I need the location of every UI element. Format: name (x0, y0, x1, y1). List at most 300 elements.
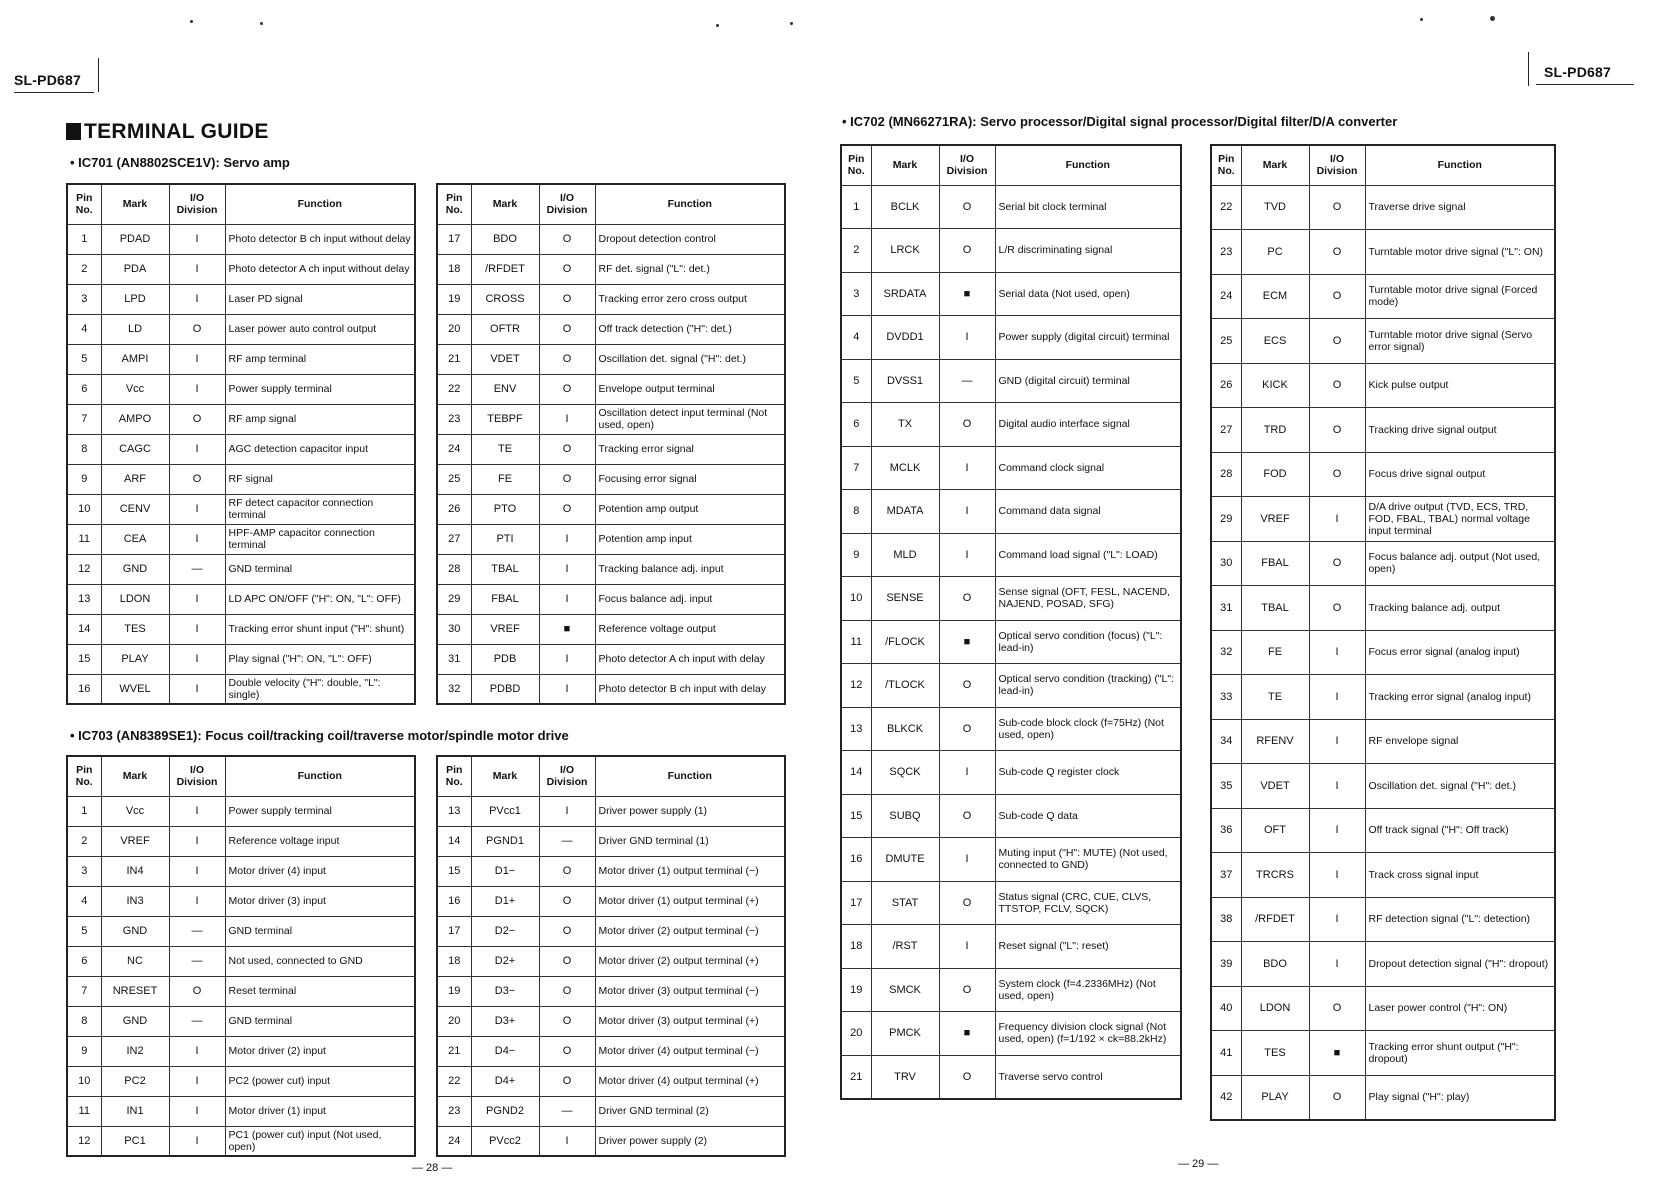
pin-number: 18 (437, 946, 471, 976)
pin-mark: ECM (1241, 274, 1309, 319)
pin-row (437, 1066, 785, 1096)
pin-mark: PLAY (101, 644, 169, 674)
pin-row (1211, 942, 1555, 987)
pin-row (841, 1055, 1181, 1099)
pin-mark: FOD (1241, 452, 1309, 497)
pin-io: I (169, 254, 225, 284)
pin-row (67, 856, 415, 886)
pin-function: GND (digital circuit) terminal (995, 359, 1181, 403)
header-pin: Pin No. (841, 145, 871, 185)
pin-function: AGC detection capacitor input (225, 434, 415, 464)
pin-row (1211, 808, 1555, 853)
pin-function: Motor driver (1) output terminal (+) (595, 886, 785, 916)
pin-row (437, 796, 785, 826)
pin-row (437, 946, 785, 976)
pin-io: O (939, 185, 995, 229)
pin-mark: KICK (1241, 363, 1309, 408)
pin-function: Laser PD signal (225, 284, 415, 314)
header-mark: Mark (871, 145, 939, 185)
pin-row (1211, 630, 1555, 675)
scan-speck (1420, 18, 1423, 21)
pin-io: ■ (539, 614, 595, 644)
header-function: Function (225, 184, 415, 224)
pin-row (841, 359, 1181, 403)
pin-io: O (1309, 452, 1365, 497)
pin-number: 25 (437, 464, 471, 494)
pin-row (67, 1006, 415, 1036)
header-pin: Pin No. (437, 184, 471, 224)
pin-row (67, 464, 415, 494)
pin-io: O (539, 946, 595, 976)
pin-row (841, 1012, 1181, 1056)
header-function: Function (595, 184, 785, 224)
pin-mark: RFENV (1241, 719, 1309, 764)
pin-io: I (939, 446, 995, 490)
pin-row (67, 254, 415, 284)
pin-number: 24 (1211, 274, 1241, 319)
pin-io: I (169, 644, 225, 674)
header-mark: Mark (471, 184, 539, 224)
pin-io: I (169, 826, 225, 856)
pin-io: I (169, 614, 225, 644)
page-number-right: — 29 — (1178, 1158, 1219, 1170)
pin-row (437, 644, 785, 674)
pin-function: Sub-code block clock (f=75Hz) (Not used, open) (995, 707, 1181, 751)
pin-function: Not used, connected to GND (225, 946, 415, 976)
pin-function: Photo detector A ch input without delay (225, 254, 415, 284)
pin-row (1211, 719, 1555, 764)
page-title (66, 120, 269, 144)
pin-row (841, 881, 1181, 925)
pin-row (437, 826, 785, 856)
pin-function: Motor driver (1) input (225, 1096, 415, 1126)
pin-io: O (939, 664, 995, 708)
pin-function: Driver GND terminal (2) (595, 1096, 785, 1126)
pin-number: 31 (437, 644, 471, 674)
page-number-left: — 28 — (412, 1162, 453, 1174)
pin-io: I (169, 224, 225, 254)
pin-row (1211, 497, 1555, 542)
pin-io: O (539, 314, 595, 344)
pin-function: Serial bit clock terminal (995, 185, 1181, 229)
pin-function: Off track signal ("H": Off track) (1365, 808, 1555, 853)
pin-io: I (939, 533, 995, 577)
pin-mark: IN3 (101, 886, 169, 916)
header-function: Function (225, 756, 415, 796)
header-function: Function (595, 756, 785, 796)
pin-mark: DVSS1 (871, 359, 939, 403)
pin-function: GND terminal (225, 554, 415, 584)
pin-function: PC2 (power cut) input (225, 1066, 415, 1096)
pin-mark: DMUTE (871, 838, 939, 882)
pin-row (67, 796, 415, 826)
pin-number: 18 (841, 925, 871, 969)
pin-row (437, 344, 785, 374)
pin-mark: D4− (471, 1036, 539, 1066)
pin-function: L/R discriminating signal (995, 229, 1181, 273)
pin-row (67, 434, 415, 464)
pin-io: O (1309, 319, 1365, 364)
pin-row (437, 1036, 785, 1066)
pin-number: 22 (1211, 185, 1241, 230)
pin-io: O (1309, 586, 1365, 631)
pin-number: 21 (841, 1055, 871, 1099)
pin-row (1211, 986, 1555, 1031)
pin-row (67, 1036, 415, 1066)
pin-function: Command data signal (995, 490, 1181, 534)
pin-mark: TE (471, 434, 539, 464)
pin-mark: D4+ (471, 1066, 539, 1096)
pin-mark: VREF (1241, 497, 1309, 542)
pin-number: 30 (437, 614, 471, 644)
pin-number: 12 (841, 664, 871, 708)
pin-io: O (1309, 541, 1365, 586)
pin-io: O (1309, 986, 1365, 1031)
pin-row (437, 886, 785, 916)
pin-io: O (1309, 1075, 1365, 1120)
pin-mark: VREF (101, 826, 169, 856)
pin-row (841, 229, 1181, 273)
pin-io: O (939, 794, 995, 838)
pin-number: 14 (67, 614, 101, 644)
pin-function: Reference voltage input (225, 826, 415, 856)
pin-io: I (539, 796, 595, 826)
pin-number: 9 (67, 464, 101, 494)
scan-speck (190, 20, 193, 23)
pin-number: 24 (437, 1126, 471, 1156)
pin-function: LD APC ON/OFF ("H": ON, "L": OFF) (225, 584, 415, 614)
pin-row (437, 374, 785, 404)
pin-mark: PC2 (101, 1066, 169, 1096)
pin-mark: D2− (471, 916, 539, 946)
pin-row (1211, 897, 1555, 942)
pin-number: 38 (1211, 897, 1241, 942)
pin-function: Digital audio interface signal (995, 403, 1181, 447)
pin-number: 23 (1211, 230, 1241, 275)
pin-mark: STAT (871, 881, 939, 925)
header-io: I/O Division (169, 756, 225, 796)
pin-function: Focus balance adj. output (Not used, open) (1365, 541, 1555, 586)
pin-function: Motor driver (3) input (225, 886, 415, 916)
pin-function: Reset signal ("L": reset) (995, 925, 1181, 969)
pin-io: O (539, 976, 595, 1006)
pin-function: PC1 (power cut) input (Not used, open) (225, 1126, 415, 1156)
pin-row (841, 968, 1181, 1012)
pin-row (841, 403, 1181, 447)
pin-mark: Vcc (101, 374, 169, 404)
pin-number: 7 (841, 446, 871, 490)
scan-speck (1490, 16, 1495, 21)
pin-io: I (1309, 853, 1365, 898)
pin-mark: BCLK (871, 185, 939, 229)
pin-number: 20 (437, 314, 471, 344)
header-mark: Mark (1241, 145, 1309, 185)
pin-io: I (169, 886, 225, 916)
pin-function: Laser power auto control output (225, 314, 415, 344)
pin-function: Dropout detection signal ("H": dropout) (1365, 942, 1555, 987)
pin-io: O (1309, 408, 1365, 453)
pin-number: 17 (437, 224, 471, 254)
header-function: Function (1365, 145, 1555, 185)
pin-mark: GND (101, 554, 169, 584)
pin-function: RF envelope signal (1365, 719, 1555, 764)
header-pin: Pin No. (67, 184, 101, 224)
pin-mark: ENV (471, 374, 539, 404)
pin-row (437, 284, 785, 314)
pin-number: 14 (437, 826, 471, 856)
pin-mark: VDET (471, 344, 539, 374)
pin-io: — (169, 554, 225, 584)
pin-number: 6 (67, 946, 101, 976)
pin-mark: /RFDET (1241, 897, 1309, 942)
pin-io: O (539, 886, 595, 916)
pin-row (67, 374, 415, 404)
pin-number: 8 (841, 490, 871, 534)
pin-mark: D3− (471, 976, 539, 1006)
pin-row (437, 434, 785, 464)
pin-mark: /RST (871, 925, 939, 969)
pin-io: O (539, 284, 595, 314)
pin-mark: PC1 (101, 1126, 169, 1156)
pin-row (841, 838, 1181, 882)
pin-mark: LDON (101, 584, 169, 614)
pin-number: 16 (841, 838, 871, 882)
pin-io: O (169, 464, 225, 494)
pin-mark: /RFDET (471, 254, 539, 284)
pin-number: 8 (67, 434, 101, 464)
pin-function: GND terminal (225, 1006, 415, 1036)
pin-number: 4 (67, 314, 101, 344)
pin-function: Turntable motor drive signal ("L": ON) (1365, 230, 1555, 275)
pin-mark: PDBD (471, 674, 539, 704)
ic702-table-right (1210, 144, 1556, 1121)
pin-function: Off track detection ("H": det.) (595, 314, 785, 344)
pin-mark: SMCK (871, 968, 939, 1012)
header-function: Function (995, 145, 1181, 185)
pin-function: Focus balance adj. input (595, 584, 785, 614)
pin-number: 29 (1211, 497, 1241, 542)
pin-io: I (169, 344, 225, 374)
pin-io: O (939, 403, 995, 447)
pin-row (437, 524, 785, 554)
pin-mark: /FLOCK (871, 620, 939, 664)
pin-function: Oscillation det. signal ("H": det.) (595, 344, 785, 374)
pin-io: I (1309, 630, 1365, 675)
pin-number: 37 (1211, 853, 1241, 898)
pin-number: 27 (437, 524, 471, 554)
pin-function: GND terminal (225, 916, 415, 946)
pin-number: 20 (437, 1006, 471, 1036)
pin-io: O (939, 707, 995, 751)
pin-function: D/A drive output (TVD, ECS, TRD, FOD, FBAL, TBAL) normal voltage input terminal (1365, 497, 1555, 542)
scan-speck (716, 24, 719, 27)
pin-io: O (539, 344, 595, 374)
pin-io: I (169, 1066, 225, 1096)
pin-io: I (169, 584, 225, 614)
header-io: I/O Division (169, 184, 225, 224)
pin-io: I (539, 404, 595, 434)
pin-row (1211, 452, 1555, 497)
pin-io: I (939, 751, 995, 795)
pin-row (841, 751, 1181, 795)
pin-function: Tracking error shunt input ("H": shunt) (225, 614, 415, 644)
pin-function: Focusing error signal (595, 464, 785, 494)
pin-number: 12 (67, 554, 101, 584)
pin-io: ■ (939, 272, 995, 316)
pin-row (1211, 274, 1555, 319)
ic701-table-right (436, 183, 786, 705)
pin-mark: FBAL (471, 584, 539, 614)
pin-io: I (169, 796, 225, 826)
pin-number: 10 (67, 1066, 101, 1096)
pin-mark: LRCK (871, 229, 939, 273)
pin-number: 19 (437, 976, 471, 1006)
title-square-icon (66, 123, 81, 140)
pin-io: I (539, 554, 595, 584)
pin-number: 7 (67, 404, 101, 434)
pin-number: 15 (67, 644, 101, 674)
pin-function: Track cross signal input (1365, 853, 1555, 898)
pin-row (67, 916, 415, 946)
pin-mark: PGND2 (471, 1096, 539, 1126)
pin-row (67, 314, 415, 344)
pin-function: Optical servo condition (focus) ("L": lead-in) (995, 620, 1181, 664)
pin-function: Muting input ("H": MUTE) (Not used, connected to GND) (995, 838, 1181, 882)
pin-number: 33 (1211, 675, 1241, 720)
pin-io: O (1309, 274, 1365, 319)
pin-io: O (539, 464, 595, 494)
pin-function: Tracking drive signal output (1365, 408, 1555, 453)
pin-row (1211, 363, 1555, 408)
pin-mark: ECS (1241, 319, 1309, 364)
pin-mark: PLAY (1241, 1075, 1309, 1120)
pin-mark: PMCK (871, 1012, 939, 1056)
pin-function: Traverse servo control (995, 1055, 1181, 1099)
pin-function: Tracking error signal (595, 434, 785, 464)
pin-row (1211, 230, 1555, 275)
pin-number: 3 (841, 272, 871, 316)
pin-number: 1 (841, 185, 871, 229)
pin-number: 27 (1211, 408, 1241, 453)
pin-function: Serial data (Not used, open) (995, 272, 1181, 316)
pin-io: I (1309, 497, 1365, 542)
pin-number: 31 (1211, 586, 1241, 631)
pin-function: Motor driver (1) output terminal (−) (595, 856, 785, 886)
pin-row (841, 185, 1181, 229)
pin-io: O (539, 1066, 595, 1096)
pin-mark: TRCRS (1241, 853, 1309, 898)
pin-number: 22 (437, 1066, 471, 1096)
pin-row (437, 254, 785, 284)
pin-number: 35 (1211, 764, 1241, 809)
pin-io: O (939, 1055, 995, 1099)
pin-io: O (169, 314, 225, 344)
pin-mark: MLD (871, 533, 939, 577)
pin-number: 30 (1211, 541, 1241, 586)
model-header-left: SL-PD687 (14, 72, 94, 93)
pin-mark: PDAD (101, 224, 169, 254)
pin-number: 26 (1211, 363, 1241, 408)
ic701-table-left (66, 183, 416, 705)
pin-mark: SRDATA (871, 272, 939, 316)
pin-number: 18 (437, 254, 471, 284)
pin-number: 4 (841, 316, 871, 360)
pin-number: 28 (437, 554, 471, 584)
pin-io: — (169, 1006, 225, 1036)
pin-number: 26 (437, 494, 471, 524)
ic702-heading: • IC702 (MN66271RA): Servo processor/Digital signal processor/Digital filter/D/A converter (842, 114, 1398, 129)
pin-mark: OFTR (471, 314, 539, 344)
pin-row (67, 976, 415, 1006)
pin-function: Motor driver (4) input (225, 856, 415, 886)
pin-mark: TEBPF (471, 404, 539, 434)
pin-function: Dropout detection control (595, 224, 785, 254)
pin-number: 32 (437, 674, 471, 704)
pin-mark: PC (1241, 230, 1309, 275)
ic703-table-left (66, 755, 416, 1157)
pin-row (67, 1126, 415, 1156)
pin-row (67, 644, 415, 674)
pin-number: 3 (67, 284, 101, 314)
pin-number: 5 (67, 344, 101, 374)
pin-row (1211, 1075, 1555, 1120)
pin-number: 15 (841, 794, 871, 838)
pin-row (841, 925, 1181, 969)
pin-io: O (539, 434, 595, 464)
pin-function: Sub-code Q register clock (995, 751, 1181, 795)
pin-mark: TRV (871, 1055, 939, 1099)
pin-row (67, 826, 415, 856)
pin-mark: AMPI (101, 344, 169, 374)
pin-mark: GND (101, 916, 169, 946)
pin-mark: TE (1241, 675, 1309, 720)
pin-io: I (1309, 808, 1365, 853)
pin-row (437, 1096, 785, 1126)
pin-io: I (539, 524, 595, 554)
pin-mark: PDB (471, 644, 539, 674)
pin-function: Power supply terminal (225, 796, 415, 826)
pin-row (841, 577, 1181, 621)
pin-mark: FE (1241, 630, 1309, 675)
pin-mark: IN1 (101, 1096, 169, 1126)
pin-function: Command load signal ("L": LOAD) (995, 533, 1181, 577)
pin-function: Tracking error shunt output ("H": dropout) (1365, 1031, 1555, 1076)
pin-row (1211, 764, 1555, 809)
pin-number: 42 (1211, 1075, 1241, 1120)
pin-number: 17 (841, 881, 871, 925)
pin-io: I (169, 374, 225, 404)
pin-mark: SENSE (871, 577, 939, 621)
pin-number: 1 (67, 224, 101, 254)
pin-mark: /TLOCK (871, 664, 939, 708)
pin-number: 16 (437, 886, 471, 916)
pin-row (437, 224, 785, 254)
pin-mark: TX (871, 403, 939, 447)
pin-row (437, 1006, 785, 1036)
pin-number: 10 (67, 494, 101, 524)
pin-mark: PTO (471, 494, 539, 524)
pin-io: O (169, 404, 225, 434)
pin-number: 2 (841, 229, 871, 273)
pin-mark: CROSS (471, 284, 539, 314)
pin-mark: VDET (1241, 764, 1309, 809)
pin-io: I (169, 674, 225, 704)
pin-io: O (539, 374, 595, 404)
pin-mark: SUBQ (871, 794, 939, 838)
pin-function: Turntable motor drive signal (Forced mode) (1365, 274, 1555, 319)
header-pin: Pin No. (67, 756, 101, 796)
pin-io: O (1309, 363, 1365, 408)
